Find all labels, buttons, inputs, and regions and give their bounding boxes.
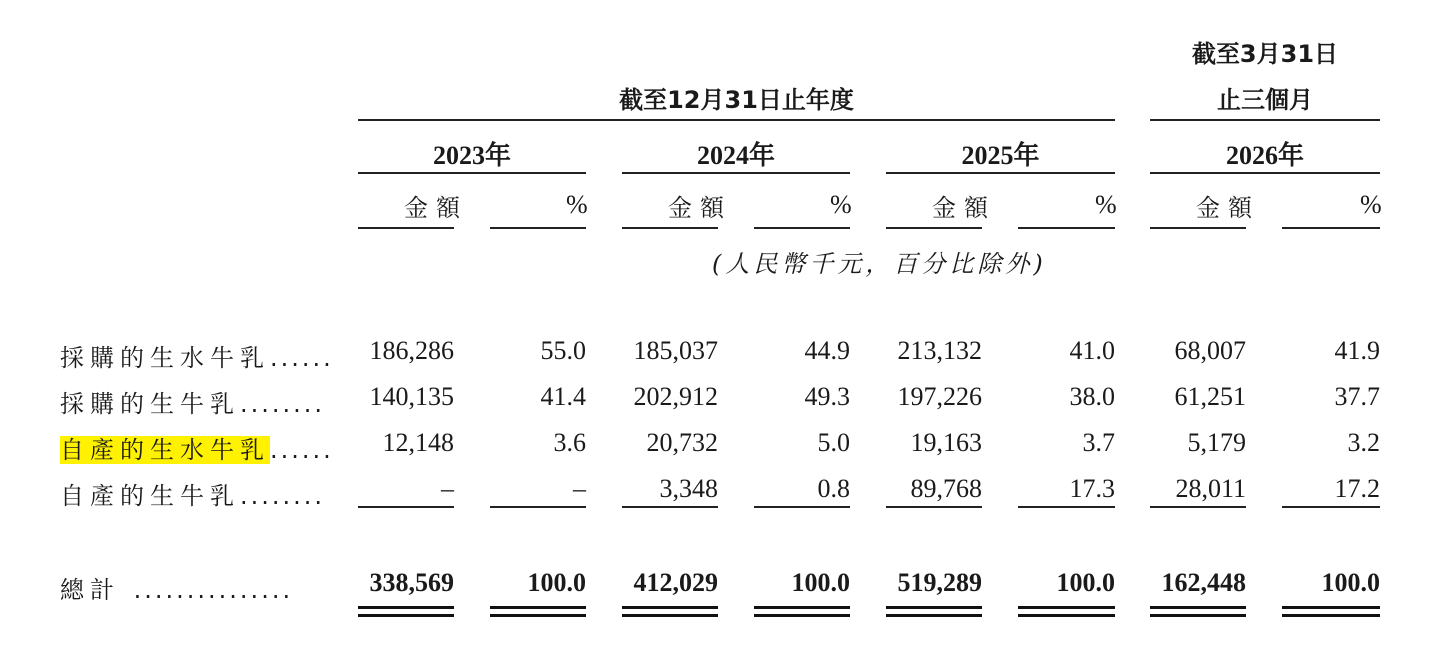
cell-pct-2024: 0.8	[817, 474, 850, 503]
col-percent-2023: %	[566, 190, 588, 219]
cell-amount-2024: 185,037	[633, 336, 718, 365]
subtotal-rule	[886, 506, 982, 508]
leader-dots: ........	[240, 390, 326, 418]
col-percent-2025: %	[1095, 190, 1117, 219]
row-label-self-produced-cow-milk	[60, 476, 325, 511]
year-header-2024: 2024年	[696, 141, 775, 170]
year-header-2026: 2026年	[1225, 141, 1304, 170]
cell-amount-2026: 61,251	[1174, 382, 1246, 411]
year-header-2023: 2023年	[432, 141, 511, 170]
cell-amount-2023: 140,135	[369, 382, 454, 411]
cell-amount-2026: 28,011	[1175, 474, 1246, 503]
col-amount-2023: 金額	[404, 194, 468, 222]
col-percent-2024: %	[830, 190, 852, 219]
cell-pct-2023: 55.0	[540, 336, 586, 365]
year-rule-2024	[622, 172, 850, 174]
cell-amount-2025: 19,163	[910, 428, 982, 457]
cell-pct-2026: 17.2	[1334, 474, 1380, 503]
col-amount-2024: 金額	[668, 194, 732, 222]
row-label-text: 自產的生牛乳	[60, 482, 240, 510]
subtotal-rule	[622, 506, 718, 508]
cell-pct-2024: 5.0	[817, 428, 850, 457]
leader-dots: ...............	[133, 576, 294, 604]
colhead-rule	[490, 227, 586, 229]
cell-amount-2025: 197,226	[897, 382, 982, 411]
total-cell-pct-2026: 100.0	[1321, 568, 1380, 597]
cell-pct-2025: 38.0	[1069, 382, 1115, 411]
year-rule-2026	[1150, 172, 1380, 174]
cell-pct-2025: 3.7	[1082, 428, 1115, 457]
total-cell-amount-2023: 338,569	[369, 568, 454, 597]
total-cell-amount-2025: 519,289	[897, 568, 982, 597]
cell-pct-2024: 49.3	[804, 382, 850, 411]
cell-amount-2026: 5,179	[1187, 428, 1246, 457]
cell-pct-2025: 41.0	[1069, 336, 1115, 365]
cell-pct-2023: –	[573, 474, 586, 503]
row-label-text: 採購的生牛乳	[60, 390, 240, 418]
subtotal-rule	[754, 506, 850, 508]
colhead-rule	[358, 227, 454, 229]
total-cell-amount-2026: 162,448	[1161, 568, 1246, 597]
cell-pct-2026: 41.9	[1334, 336, 1380, 365]
colhead-rule	[754, 227, 850, 229]
subtotal-rule	[358, 506, 454, 508]
row-label-purchased-buffalo-milk	[60, 338, 334, 373]
cell-amount-2023: –	[441, 474, 454, 503]
subtotal-rule	[1150, 506, 1246, 508]
cell-pct-2024: 44.9	[804, 336, 850, 365]
row-label-self-produced-buffalo-milk	[60, 430, 334, 465]
cell-pct-2026: 37.7	[1334, 382, 1380, 411]
period-side-title-line2: 止三個月	[1217, 86, 1313, 114]
period-side-rule	[1150, 119, 1380, 121]
row-label-purchased-cow-milk	[60, 384, 325, 419]
colhead-rule	[886, 227, 982, 229]
year-rule-2023	[358, 172, 586, 174]
subtotal-rule	[490, 506, 586, 508]
cell-amount-2025: 89,768	[910, 474, 982, 503]
colhead-rule	[622, 227, 718, 229]
total-cell-pct-2025: 100.0	[1056, 568, 1115, 597]
cell-amount-2025: 213,132	[897, 336, 982, 365]
total-cell-amount-2024: 412,029	[633, 568, 718, 597]
subtotal-rule	[1282, 506, 1380, 508]
total-label-text: 總計	[60, 576, 120, 604]
cell-amount-2026: 68,007	[1174, 336, 1246, 365]
colhead-rule	[1018, 227, 1115, 229]
leader-dots: ......	[270, 344, 334, 372]
period-side-title-line1: 截至3月31日	[1191, 40, 1339, 68]
period-main-rule	[358, 119, 1115, 121]
col-amount-2026: 金額	[1196, 194, 1260, 222]
row-label-total	[60, 570, 293, 605]
total-cell-pct-2024: 100.0	[791, 568, 850, 597]
cell-amount-2023: 12,148	[382, 428, 454, 457]
cell-pct-2025: 17.3	[1069, 474, 1115, 503]
cell-amount-2024: 202,912	[633, 382, 718, 411]
col-amount-2025: 金額	[932, 194, 996, 222]
cell-amount-2024: 20,732	[646, 428, 718, 457]
subtotal-rule	[1018, 506, 1115, 508]
leader-dots: ......	[270, 436, 334, 464]
year-header-2025: 2025年	[961, 141, 1040, 170]
unit-note: (人民幣千元，百分比除外)	[712, 250, 1047, 278]
leader-dots: ........	[240, 482, 326, 510]
cell-pct-2026: 3.2	[1347, 428, 1380, 457]
cell-amount-2023: 186,286	[369, 336, 454, 365]
highlighted-label-text: 自產的生水牛乳	[60, 436, 270, 464]
year-rule-2025	[886, 172, 1115, 174]
cell-pct-2023: 41.4	[540, 382, 586, 411]
row-label-text: 採購的生水牛乳	[60, 344, 270, 372]
col-percent-2026: %	[1360, 190, 1382, 219]
cell-amount-2024: 3,348	[659, 474, 718, 503]
cell-pct-2023: 3.6	[553, 428, 586, 457]
colhead-rule	[1150, 227, 1246, 229]
total-cell-pct-2023: 100.0	[527, 568, 586, 597]
colhead-rule	[1282, 227, 1380, 229]
period-main-title: 截至12月31日止年度	[619, 86, 854, 114]
